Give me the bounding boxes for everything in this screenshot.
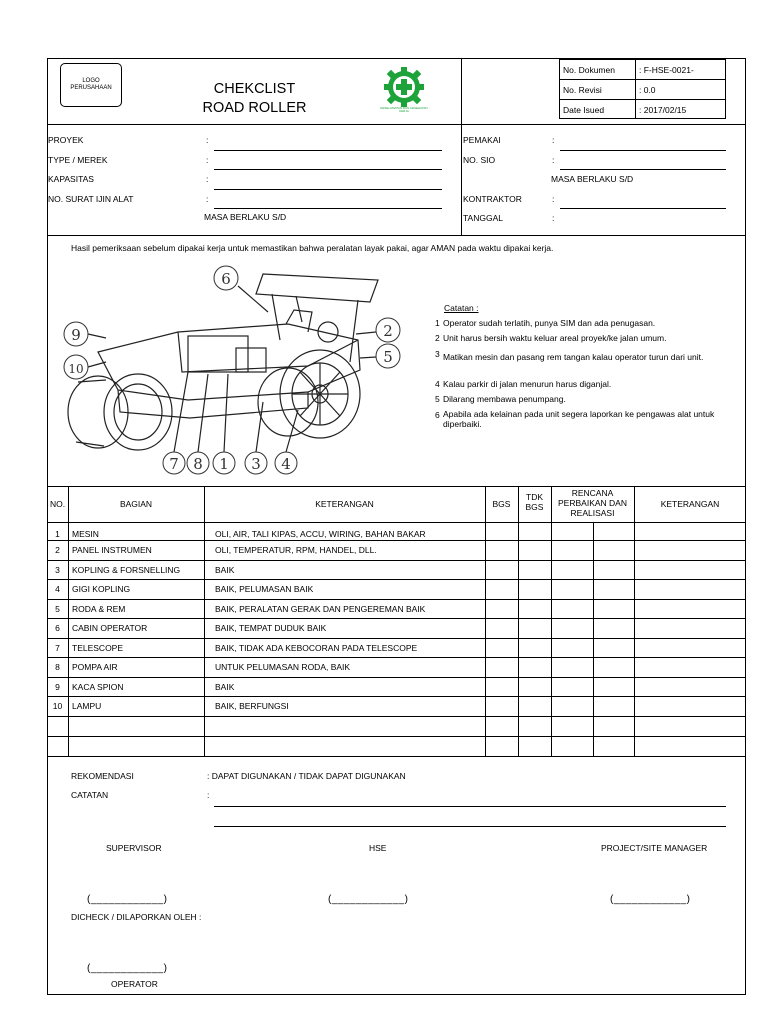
catatan-line-2[interactable] (214, 826, 726, 827)
callout-10: 10 (68, 362, 84, 376)
surat-ijin-label: NO. SURAT IJIN ALAT (48, 194, 134, 204)
callout-3: 3 (251, 455, 261, 473)
catatan-colon: : (207, 790, 210, 800)
road-roller-illustration (58, 262, 422, 476)
intro-text: Hasil pemeriksaan sebelum dipakai kerja untuk memastikan bahwa peralatan layak pakai, agar AMAN pada waktu dipakai kerja. (71, 243, 554, 253)
doc-number-value: : F-HSE-0021- (639, 65, 694, 75)
date-issued-value: : 2017/02/15 (639, 105, 687, 115)
row-3-bagian: KOPLING & FORSNELLING (72, 565, 181, 575)
pemakai-label: PEMAKAI (463, 135, 501, 145)
note-1-text: Operator sudah terlatih, punya SIM dan ada penugasan. (443, 318, 656, 328)
callout-9: 9 (71, 326, 81, 344)
catatan-line-1[interactable] (214, 806, 726, 807)
callout-1: 1 (219, 455, 229, 473)
operator-label: OPERATOR (111, 979, 158, 989)
row-5-bagian: RODA & REM (72, 604, 126, 614)
supervisor-signature[interactable]: (____________) (87, 894, 168, 905)
revision-value: : 0.0 (639, 85, 656, 95)
row-8-bagian: POMPA AIR (72, 662, 118, 672)
notes-title: Catatan : (444, 303, 479, 313)
revision-label: No. Revisi (563, 85, 602, 95)
row-10-keterangan: BAIK, BERFUNGSI (215, 701, 289, 711)
col-header-tdk-bgs: TDK BGS (525, 492, 544, 512)
supervisor-label: SUPERVISOR (106, 843, 162, 853)
note-2-num: 2 (435, 333, 440, 343)
note-6-num: 6 (435, 410, 440, 420)
pemakai-colon: : (552, 135, 555, 145)
note-5-text: Dilarang membawa penumpang. (443, 394, 566, 404)
row-9-bagian: KACA SPION (72, 682, 124, 692)
form-title (182, 80, 327, 118)
row-1-no: 1 (55, 529, 60, 539)
no-sio-colon: : (552, 155, 555, 165)
note-2-text: Unit harus bersih waktu keluar areal proyek/ke jalan umum. (443, 333, 667, 343)
row-4-bagian: GIGI KOPLING (72, 584, 131, 594)
hse-signature[interactable]: (____________) (328, 894, 409, 905)
company-logo-box (60, 63, 122, 107)
title-line-1: CHEKCLIST (213, 81, 296, 97)
row-5-keterangan: BAIK, PERALATAN GERAK DAN PENGEREMAN BAIK (215, 604, 426, 614)
note-5-num: 5 (435, 394, 440, 404)
proyek-colon: : (206, 135, 209, 145)
row-8-no: 8 (55, 662, 60, 672)
proyek-field[interactable] (214, 150, 442, 151)
kapasitas-colon: : (206, 174, 209, 184)
note-6-text: Apabila ada kelainan pada unit segera laporkan ke pengawas alat untuk diperbaiki. (443, 409, 715, 429)
masa-berlaku-right: MASA BERLAKU S/D (551, 174, 634, 184)
row-3-keterangan: BAIK (215, 565, 235, 575)
note-4-num: 4 (435, 379, 440, 389)
header-vertical-divider (461, 58, 462, 235)
callout-4: 4 (281, 455, 291, 473)
row-5-no: 5 (55, 604, 60, 614)
proyek-label: PROYEK (48, 135, 84, 145)
row-3-no: 3 (55, 565, 60, 575)
col-header-bagian: BAGIAN (119, 499, 153, 509)
col-header-no: NO. (49, 499, 66, 509)
row-9-no: 9 (55, 682, 60, 692)
masa-berlaku-left: MASA BERLAKU S/D (204, 212, 287, 222)
logo-placeholder-text: LOGO PERUSAHAAN (70, 78, 112, 91)
callout-7: 7 (169, 455, 179, 473)
note-3-num: 3 (435, 349, 440, 359)
kontraktor-label: KONTRAKTOR (463, 194, 522, 204)
row-4-no: 4 (55, 584, 60, 594)
note-4-text: Kalau parkir di jalan menurun harus diganjal. (443, 379, 612, 389)
row-10-no: 10 (52, 701, 63, 711)
k3-logo (378, 64, 430, 114)
no-sio-field[interactable] (560, 169, 726, 170)
kapasitas-field[interactable] (214, 189, 442, 190)
type-merek-field[interactable] (214, 169, 442, 170)
rekomendasi-value[interactable]: : DAPAT DIGUNAKAN / TIDAK DAPAT DIGUNAKAN (207, 771, 406, 781)
pemakai-field[interactable] (560, 150, 726, 151)
header-divider (47, 124, 746, 125)
row-9-keterangan: BAIK (215, 682, 235, 692)
kontraktor-colon: : (552, 194, 555, 204)
row-2-keterangan: OLI, TEMPERATUR, RPM, HANDEL, DLL. (215, 545, 377, 555)
doc-number-label: No. Dokumen (563, 65, 615, 75)
col-header-keterangan-2: KETERANGAN (660, 499, 720, 509)
callout-2: 2 (383, 322, 393, 340)
rekomendasi-label: REKOMENDASI (71, 771, 134, 781)
project-manager-signature[interactable]: (____________) (610, 894, 691, 905)
row-10-bagian: LAMPU (72, 701, 102, 711)
catatan-label: CATATAN (71, 790, 109, 800)
kapasitas-label: KAPASITAS (48, 174, 94, 184)
col-header-keterangan: KETERANGAN (315, 499, 374, 509)
row-6-keterangan: BAIK, TEMPAT DUDUK BAIK (215, 623, 327, 633)
callout-6: 6 (221, 270, 231, 288)
row-4-keterangan: BAIK, PELUMASAN BAIK (215, 584, 314, 594)
project-manager-label: PROJECT/SITE MANAGER (601, 843, 708, 853)
row-6-no: 6 (55, 623, 60, 633)
col-header-bgs: BGS (492, 499, 511, 509)
row-7-bagian: TELESCOPE (72, 643, 124, 653)
k3-logo-caption: KESELAMATAN DAN KESEHATAN KERJA (380, 106, 428, 113)
row-2-bagian: PANEL INSTRUMEN (72, 545, 152, 555)
dicheck-label: DICHECK / DILAPORKAN OLEH : (71, 912, 202, 922)
hse-label: HSE (369, 843, 387, 853)
info-divider (47, 235, 746, 236)
type-merek-label: TYPE / MEREK (48, 155, 108, 165)
no-sio-label: NO. SIO (463, 155, 496, 165)
title-line-2: ROAD ROLLER (202, 100, 307, 116)
kontraktor-field[interactable] (560, 208, 726, 209)
row-8-keterangan: UNTUK PELUMASAN RODA, BAIK (215, 662, 351, 672)
tanggal-colon: : (552, 213, 555, 223)
note-1-num: 1 (435, 318, 440, 328)
surat-ijin-colon: : (206, 194, 209, 204)
callout-8: 8 (193, 455, 203, 473)
row-7-keterangan: BAIK, TIDAK ADA KEBOCORAN PADA TELESCOPE (215, 643, 418, 653)
checklist-table (47, 486, 746, 758)
row-6-bagian: CABIN OPERATOR (72, 623, 148, 633)
type-merek-colon: : (206, 155, 209, 165)
row-2-no: 2 (55, 545, 60, 555)
date-issued-label: Date Isued (563, 105, 605, 115)
row-7-no: 7 (55, 643, 60, 653)
col-header-rencana: RENCANA PERBAIKAN DAN REALISASI (558, 488, 627, 518)
callout-5: 5 (383, 348, 393, 366)
tanggal-label: TANGGAL (463, 213, 503, 223)
doc-info-table (559, 59, 726, 119)
surat-ijin-field[interactable] (214, 208, 442, 209)
operator-signature[interactable]: (____________) (87, 963, 168, 974)
road-roller-diagram (58, 262, 422, 476)
row-1-keterangan: OLI, AIR, TALI KIPAS, ACCU, WIRING, BAHAN BAKAR (215, 529, 426, 539)
row-1-bagian: MESIN (72, 529, 99, 539)
note-3-text: Matikan mesin dan pasang rem tangan kalau operator turun dari unit. (443, 352, 704, 362)
